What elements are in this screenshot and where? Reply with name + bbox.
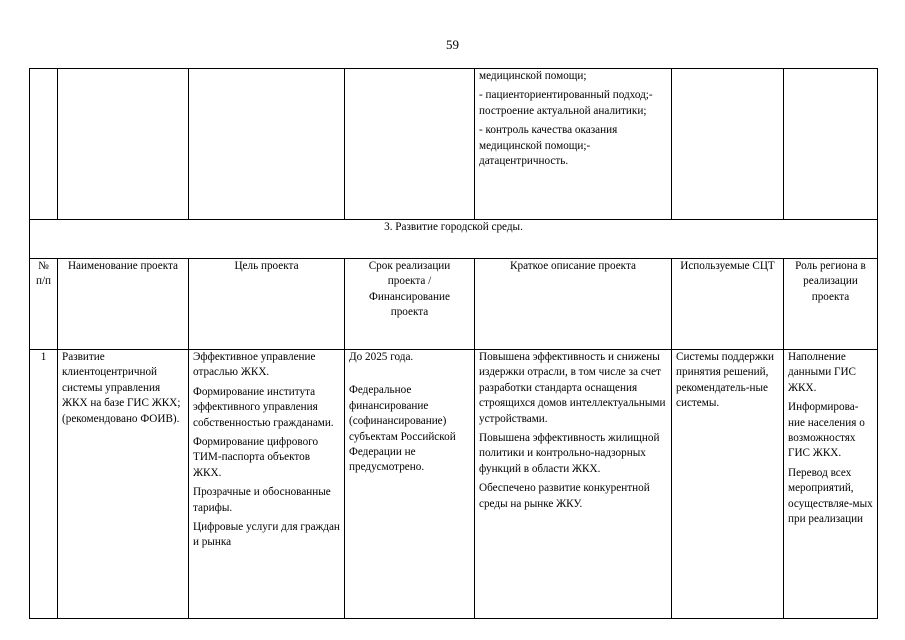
spacer <box>349 369 470 383</box>
header-name: Наименование проекта <box>58 259 189 350</box>
page-number: 59 <box>446 37 459 52</box>
row-number: 1 <box>30 350 58 619</box>
continuation-item: - контроль качества оказания медицинской помощи;- датацентричность. <box>479 124 618 168</box>
description-item: Обеспечено развитие конкурентной среды на рынке ЖКУ. <box>479 482 650 510</box>
section-title: 3. Развитие городской среды. <box>30 220 878 259</box>
project-role-cell <box>784 350 878 619</box>
project-name: Развитие клиентоцентричной системы управления ЖКХ на базе ГИС ЖКХ; <box>62 351 181 410</box>
goal-item: Цифровые услуги для граждан и рынка <box>193 521 340 549</box>
goal-item: Формирование цифрового ТИМ-паспорта объектов ЖКХ. <box>193 436 319 479</box>
table-row-continuation <box>30 69 878 220</box>
project-name-note: (рекомендовано ФОИВ). <box>62 412 180 425</box>
header-row <box>30 259 878 350</box>
role-item: Наполнение данными ГИС ЖКХ. <box>788 351 857 394</box>
project-term: До 2025 года. <box>349 351 414 363</box>
continuation-item: медицинской помощи; <box>479 70 587 82</box>
cell-empty <box>189 69 345 220</box>
description-item: Повышена эффективность жилищной политики и контрольно-надзорных функций в области ЖКХ. <box>479 432 660 475</box>
cell-empty <box>58 69 189 220</box>
role-item: Информирова-ние населения о возможностях ГИС ЖКХ. <box>788 401 865 460</box>
cell-empty <box>345 69 475 220</box>
project-goal-cell <box>189 350 345 619</box>
cell-empty <box>784 69 878 220</box>
continuation-item: - пациенториентированный подход;- построение актуальной аналитики; <box>479 89 653 117</box>
header-term: Срок реализации проекта / Финансирование проекта <box>345 259 475 350</box>
project-term-cell <box>345 350 475 619</box>
header-description: Краткое описание проекта <box>475 259 672 350</box>
project-funding: Федеральное финансирование (софинансирование) субъектам Российской Федерации не предусмотрено. <box>349 384 456 474</box>
project-name-cell <box>58 350 189 619</box>
cell-empty <box>30 69 58 220</box>
cell-empty <box>672 69 784 220</box>
header-goal: Цель проекта <box>189 259 345 350</box>
header-num: № п/п <box>30 259 58 350</box>
goal-item: Формирование института эффективного управления собственностью гражданами. <box>193 385 334 429</box>
description-item: Повышена эффективность и снижены издержки отрасли, в том числе за счет разработки стандарта оснащения строящихся домов интеллектуальными устройствами. <box>479 351 666 425</box>
header-tech: Используемые СЦТ <box>672 259 784 350</box>
project-description-cell <box>475 350 672 619</box>
projects-table <box>29 68 878 619</box>
table-row <box>30 350 878 619</box>
project-tech-cell <box>672 350 784 619</box>
goal-item: Прозрачные и обоснованные тарифы. <box>193 486 331 514</box>
section-row <box>30 220 878 259</box>
goal-item: Эффективное управление отраслью ЖКХ. <box>193 351 316 379</box>
continuation-description-cell <box>475 69 672 220</box>
role-item: Перевод всех мероприятий, осуществляе-мых при реализации <box>788 466 873 526</box>
tech-text: Системы поддержки принятия решений, рекомендатель-ные системы. <box>676 351 775 410</box>
header-role: Роль региона в реализации проекта <box>784 259 878 350</box>
